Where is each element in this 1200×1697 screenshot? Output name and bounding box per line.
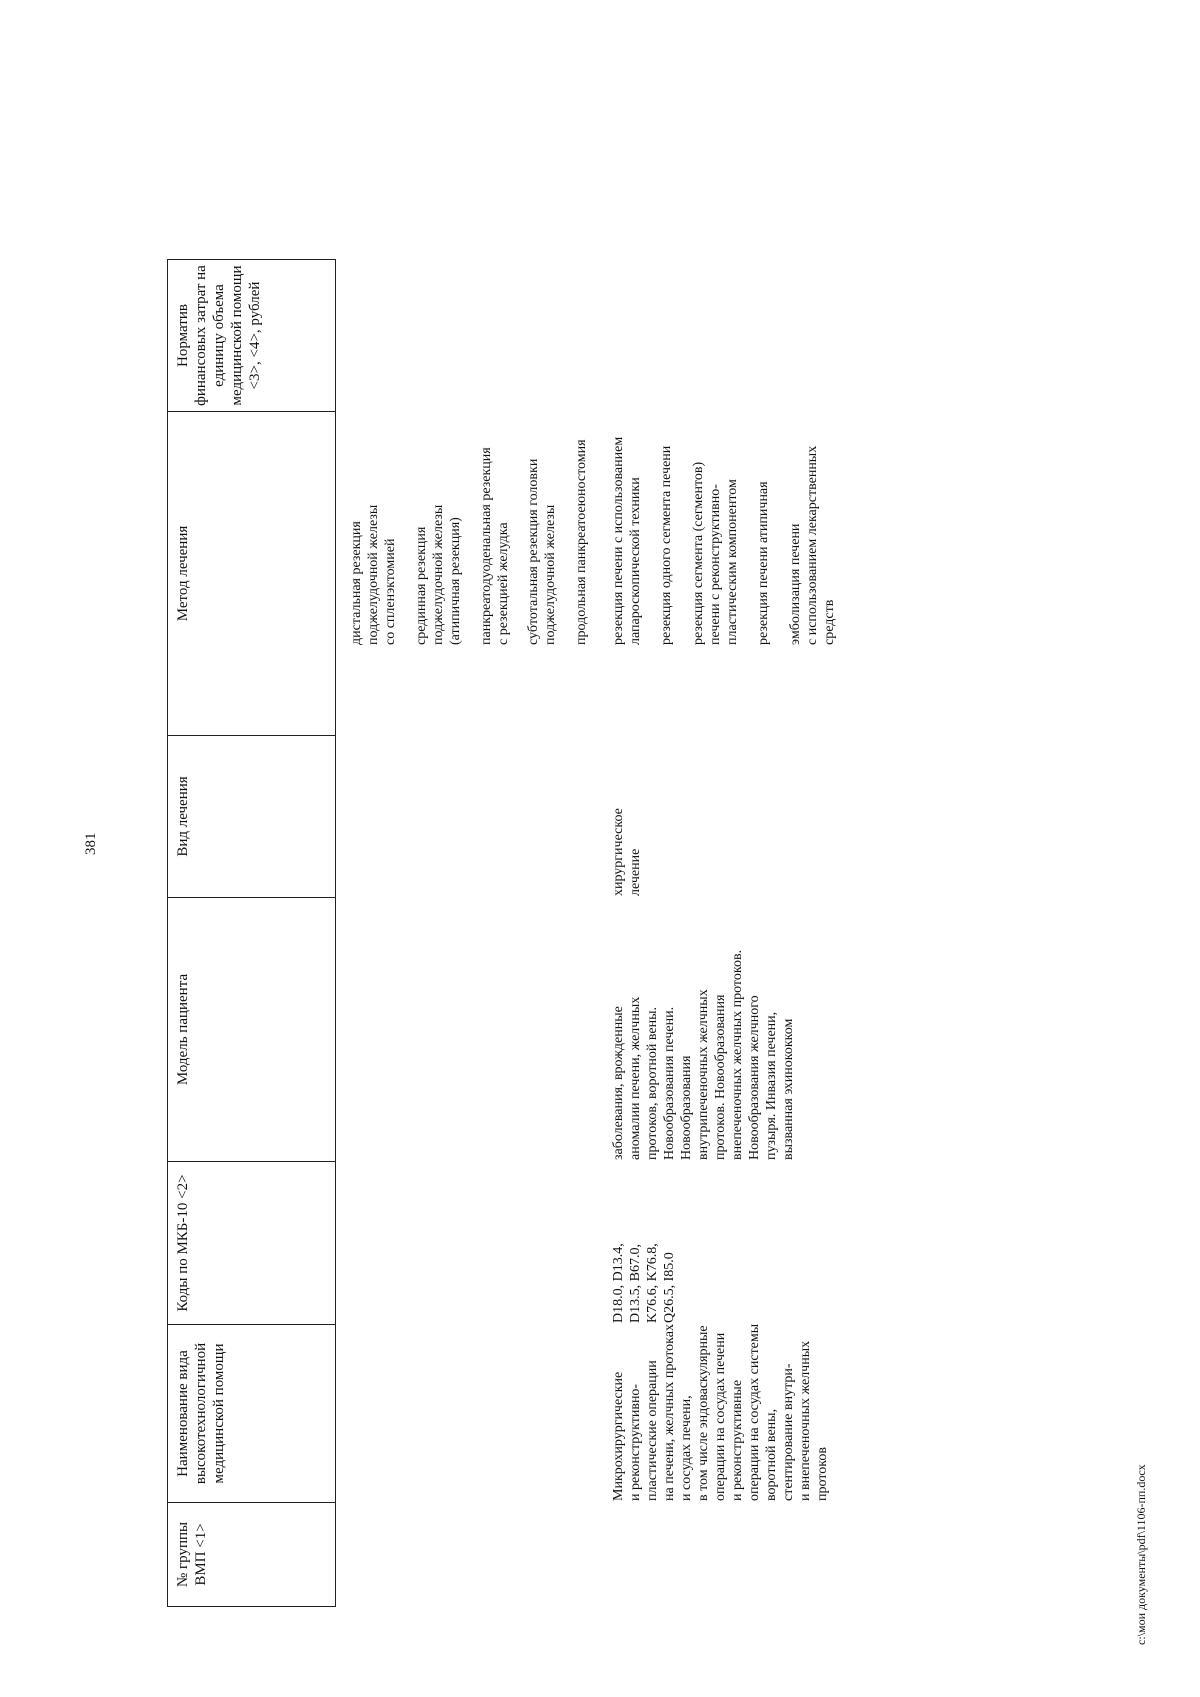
method-item: продольная панкреатоеюностомия [574, 439, 589, 645]
method-item: панкреатодуоденальная резекция с резекцией желудка [479, 447, 511, 645]
header-name: Наименование вида высокотехнологичной медицинской помощи [168, 1325, 336, 1503]
method-item: субтотальная резекция головки поджелудочной железы [526, 458, 558, 645]
header-codes: Коды по МКБ-10 <2> [168, 1162, 336, 1325]
page-number: 381 [83, 832, 99, 855]
header-model: Модель пациента [168, 898, 336, 1162]
row-kind: хирургическое лечение [611, 808, 643, 896]
header-method: Метод лечения [168, 412, 336, 736]
row-model: заболевания, врожденные аномалии печени, желчных протоков, воротной вены. Новообразования печени. Новообразования внутрипеченочных желчных протоков. Новообразования внепеченочных желчных протоков. Новообразования желчного пузыря. Инвазия печени, вызванная эхинококком [611, 949, 796, 1160]
footer-path: c:\мои документы\pdf\1106-пп.docx [1134, 1464, 1148, 1645]
method-item: резекция печени атипичная [756, 481, 771, 645]
method-item: эмболизация печени с использованием лекарственных средств [788, 445, 837, 645]
method-item: дистальная резекция поджелудочной железы со спленэктомией [349, 504, 398, 645]
header-kind: Вид лечения [168, 736, 336, 898]
header-group: № группы ВМП <1> [168, 1503, 336, 1607]
table-header [167, 259, 336, 1607]
row-name: Микрохирургические и реконструктивно- пластические операции на печени, желчных протоках и сосудах печени, в том числе эндоваскулярные операции на сосудах печени и реконструктивные операции на сосудах системы воротной вены, стентирование внутри- и внепеченочных желчных протоков [611, 1323, 830, 1501]
method-item: срединная резекция поджелудочной железы (атипичная резекция) [414, 504, 463, 645]
row-codes: D18.0, D13.4, D13.5, B67.0, K76.6, K76.8, Q26.5, I85.0 [611, 1243, 677, 1323]
header-cost: Норматив финансовых затрат на единицу объема медицинской помощи <3>, <4>, рублей [168, 260, 336, 412]
method-item: резекция одного сегмента печени [659, 445, 674, 645]
method-item: резекция сегмента (сегментов) печени с реконструктивно- пластическим компонентом [691, 461, 740, 645]
method-item: резекция печени с использованием лапароскопической техники [611, 436, 643, 645]
